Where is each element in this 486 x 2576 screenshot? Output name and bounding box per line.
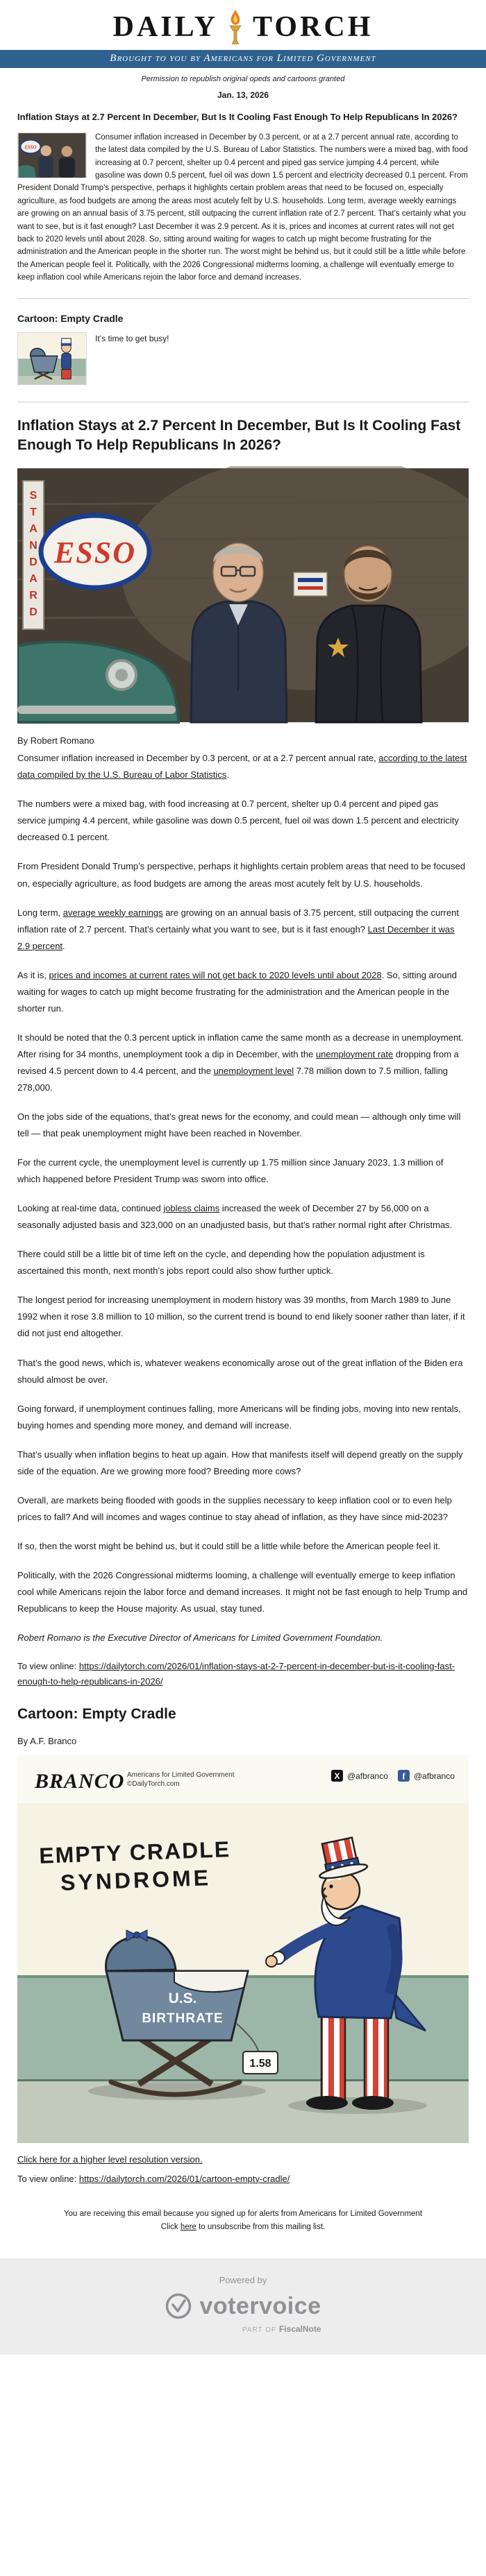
text-segment: .	[62, 940, 65, 951]
masthead	[0, 0, 486, 50]
price-tag-value: 1.58	[249, 2057, 271, 2070]
powered-by-label: Powered by	[219, 2274, 267, 2285]
facebook-icon	[398, 1770, 410, 1782]
esso-sign-text: ESSO	[53, 536, 137, 570]
permission-note: Permission to republish original opeds and cartoons granted	[141, 75, 345, 83]
text-segment: dropping from a revised 4.5 percent down to 4.4 percent, and the	[17, 1048, 459, 1076]
text-segment: are growing on an annual basis of 3.75 percent, still outpacing the current inflation rate of 2.7 percent. That’s certainly what you want to see, but is it fast enough?	[17, 907, 459, 935]
view-online-label: To view online:	[17, 1661, 79, 1672]
inline-link[interactable]: according to the latest data compiled by the U.S. Bureau of Labor Statistics	[17, 753, 467, 781]
view-online-link[interactable]: https://dailytorch.com/2026/01/inflation-stays-at-2-7-percent-in-december-but-is-it-cooling-fast-enough-to-help-republicans-in-2026/	[17, 1661, 455, 1687]
inline-link[interactable]: unemployment level	[213, 1065, 294, 1076]
unsubscribe-link[interactable]: here	[180, 2223, 196, 2232]
cradle-label-line2: BIRTHRATE	[142, 2011, 224, 2026]
fiscalnote-label: PART OF FiscalNote	[242, 2323, 321, 2334]
inline-link[interactable]: unemployment rate	[315, 1048, 394, 1059]
inline-link[interactable]: average weekly earnings	[62, 907, 163, 918]
background-sign	[294, 572, 327, 596]
cartoon-handle-x: @afbranco	[347, 1771, 388, 1781]
text-segment: Politically, with the 2026 Congressional midterms looming, a challenge will eventually emerge to keep inflation cool while Americans rejoin the labor force and demand increases. It might not be fast enough to help Trump and Republicans to keep the House majority. As usual, stay tuned.	[17, 1569, 468, 1614]
article-paragraph	[17, 1447, 469, 1480]
votervoice-footer	[0, 2258, 486, 2355]
votervoice-icon	[165, 2292, 192, 2320]
teaser-headline[interactable]: Inflation Stays at 2.7 Percent In December, But Is It Cooling Fast Enough To Help Republicans In 2026?	[17, 112, 458, 122]
mini-esso-text: ESSO	[24, 145, 37, 151]
tagline-banner: Brought to you by Americans for Limited Government	[0, 50, 486, 68]
article-paragraph	[17, 967, 469, 1017]
text-segment: As it is,	[17, 969, 49, 980]
text-segment: . So, sitting around waiting for wages to catch up might become frustrating for the administration and the American people in the shorter run.	[17, 969, 458, 1014]
cartoon-byline: By A.F. Branco	[17, 1735, 77, 1746]
article-photo[interactable]	[17, 466, 469, 724]
unsubscribe-pre: Click	[160, 2223, 181, 2232]
article-paragraph	[17, 1492, 469, 1526]
teaser-block	[17, 131, 469, 284]
article-paragraph	[17, 1246, 469, 1279]
article-paragraph	[17, 1538, 469, 1555]
text-segment: .	[226, 769, 229, 781]
divider	[17, 298, 469, 299]
issue-date: Jan. 13, 2026	[217, 90, 269, 100]
teaser-summary: Consumer inflation increased in December by 0.3 percent, or at a 2.7 percent annual rate, according to the latest data compiled by the U.S. Bureau of Labor Statistics. The numbers were a mixed bag, with food increasing at 0.7 percent, shelter up 0.4 percent and piped gas service jumping 4.4 percent, while gasoline was down 0.5 percent, fuel oil was down 1.5 percent and electricity decreased 0.1 percent. From President Donald Trump’s perspective, perhaps it highlights certain problem areas that need to be focused on, especially agriculture, as food budgets are among the areas most acutely felt by U.S. households. Long term, average weekly earnings are growing on an annual basis of 3.75 percent, still outpacing the current inflation rate of 2.7 percent. That’s certainly what you want to see, but is it fast enough? Last December it was 2.9 percent. As it is, prices and incomes at current rates will not get back to 2020 levels until about 2028. So, sitting around waiting for wages to catch up might become frustrating for the administration and the American people in the shorter run. The worst might be behind us, but it could still be a little while before the American people feel it. Politically, with the 2026 Congressional midterms looming, a challenge will eventually emerge to keep inflation cool while Americans rejoin the labor force and demand increases.	[17, 133, 468, 282]
cartoon-teaser-caption: It’s time to get busy!	[95, 333, 169, 343]
text-segment: 7.78 million down to 7.5 million, falling 278,000.	[17, 1065, 449, 1093]
article-paragraph	[17, 1292, 469, 1342]
x-social-icon	[331, 1770, 343, 1782]
cartoon-teaser-block	[17, 331, 469, 388]
inline-link[interactable]: jobless claims	[163, 1203, 220, 1214]
cartoon-image[interactable]	[17, 1755, 469, 2143]
text-segment: The numbers were a mixed bag, with food increasing at 0.7 percent, shelter up 0.4 percent and piped gas service jumping 4.4 percent, while gasoline was down 0.5 percent, fuel oil was down 1.5 percent and electricity decreased 0.1 percent.	[17, 799, 459, 843]
svg-text:f: f	[402, 1771, 405, 1782]
svg-text:SYNDROME: SYNDROME	[60, 1864, 212, 1895]
text-segment: Overall, are markets being flooded with goods in the supplies necessary to keep inflation cool or to even help prices to fall? And will incomes and wages continue to stay ahead of inflation, as they have since mid-2023?	[17, 1494, 452, 1522]
cradle-label-line1: U.S.	[168, 1990, 197, 2006]
view-online-label: To view online:	[17, 2173, 79, 2184]
text-segment: That’s usually when inflation begins to heat up again. How that manifests itself will depend greatly on the supply side of the equation. Are we growing more food? Breeding more cows?	[17, 1449, 463, 1476]
view-online-link-cartoon[interactable]: https://dailytorch.com/2026/01/cartoon-empty-cradle/	[78, 2173, 290, 2184]
text-segment: Long term,	[17, 907, 63, 918]
text-segment: For the current cycle, the unemployment level is currently up 1.75 million since January 2023, 1.3 million of which happened before President Trump was sworn into office.	[17, 1157, 444, 1185]
standard-sign-text: S T A N D A R D	[29, 490, 37, 619]
inline-link[interactable]: Last December it was 2.9 percent	[17, 923, 455, 951]
text-segment: Robert Romano is the Executive Director of Americans for Limited Government Foundation.	[17, 1632, 383, 1644]
cartoon-credit-line1: Americans for Limited Government	[127, 1771, 235, 1779]
footer-note	[49, 2208, 437, 2235]
article-paragraph	[17, 1200, 469, 1234]
article-body	[17, 750, 469, 1646]
article-paragraph	[17, 858, 469, 892]
text-segment: Looking at real-time data, continued	[17, 1203, 164, 1214]
hires-line	[17, 2154, 469, 2165]
cartoon-heading: Cartoon: Empty Cradle	[17, 1706, 176, 1723]
cartoon-teaser-heading[interactable]: Cartoon: Empty Cradle	[17, 312, 124, 324]
text-segment: That’s the good news, which is, whatever weakens economically arose out of the great inflation of the Biden era should almost be over.	[17, 1357, 463, 1385]
article-paragraph	[17, 1030, 469, 1096]
torch-icon	[226, 10, 244, 44]
text-segment: It should be noted that the 0.3 percent uptick in inflation came the same month as a decrease in unemployment. After rising for 34 months, unemployment took a dip in December, with the	[17, 1032, 464, 1059]
view-online-line	[17, 1659, 469, 1689]
teaser-photo-thumbnail[interactable]	[17, 133, 87, 178]
cartoonist-signature: BRANCO	[35, 1769, 125, 1793]
article-paragraph	[17, 796, 469, 846]
votervoice-logo[interactable]	[165, 2292, 321, 2320]
footer-note-line1: You are receiving this email because you signed up for alerts from Americans for Limited Government	[63, 2209, 423, 2218]
text-segment: There could still be a little bit of time left on the cycle, and depending how the population adjustment is ascertained this month, next month’s jobs report could also show further uptick.	[17, 1249, 425, 1277]
article-headline: Inflation Stays at 2.7 Percent In December, But Is It Cooling Fast Enough To Help Republicans In 2026?	[17, 417, 461, 453]
cartoon-credit-line2: ©DailyTorch.com	[127, 1780, 180, 1788]
article-paragraph	[17, 1154, 469, 1188]
cartoon-teaser-thumbnail[interactable]	[17, 332, 87, 385]
article-paragraph	[17, 905, 469, 955]
article-byline: By Robert Romano	[17, 735, 94, 747]
text-segment: If so, then the worst might be behind us, but it could still be a little while before the American people feel it.	[17, 1540, 441, 1551]
unsubscribe-post: to unsubscribe from this mailing list.	[196, 2223, 326, 2232]
votervoice-wordmark: votervoice	[199, 2292, 321, 2319]
article-paragraph	[17, 1630, 469, 1646]
text-segment: Consumer inflation increased in December by 0.3 percent, or at a 2.7 percent annual rate,	[17, 753, 379, 764]
article-paragraph	[17, 750, 469, 783]
content	[0, 111, 486, 2235]
hires-link[interactable]: Click here for a higher level resolution version.	[17, 2153, 203, 2165]
text-segment: increased the week of December 27 by 56,000 on a seasonally adjusted basis and 323,000 on an unadjusted basis, but that’s rather normal right after Christmas.	[17, 1203, 453, 1231]
article-paragraph	[17, 1567, 469, 1617]
article-paragraph	[17, 1355, 469, 1388]
masthead-logo-left: DAILY	[112, 11, 219, 43]
text-segment: From President Donald Trump’s perspective, perhaps it highlights certain problem areas that need to be focused on, especially agriculture, as food budgets are among the areas most acutely felt by U.S. households.	[17, 861, 466, 889]
cartoon-handle-fb: @afbranco	[414, 1771, 455, 1781]
text-segment: Going forward, if unemployment continues falling, more Americans will be finding jobs, moving into new rentals, buying homes and spending more money, and demand will increase.	[17, 1403, 461, 1431]
svg-text:X: X	[334, 1771, 340, 1781]
inline-link[interactable]: prices and incomes at current rates will not get back to 2020 levels until about 2028	[49, 969, 382, 980]
text-segment: On the jobs side of the equations, that’s great news for the economy, and could mean — although only time will tell — that peak unemployment might have been reached in November.	[17, 1111, 461, 1139]
esso-sign	[41, 515, 149, 588]
view-online-line-cartoon	[17, 2172, 469, 2187]
article-paragraph	[17, 1109, 469, 1142]
article-paragraph	[17, 1401, 469, 1434]
svg-text:EMPTY CRADLE: EMPTY CRADLE	[38, 1836, 231, 1868]
text-segment: The longest period for increasing unemployment in modern history was 39 months, from March 1989 to June 1992 when it rose 3.8 million to 10 million, so the current trend is bound to end likely sooner rather than later, if it did not just end altogether.	[17, 1295, 465, 1339]
masthead-logo-right: TORCH	[253, 11, 374, 43]
